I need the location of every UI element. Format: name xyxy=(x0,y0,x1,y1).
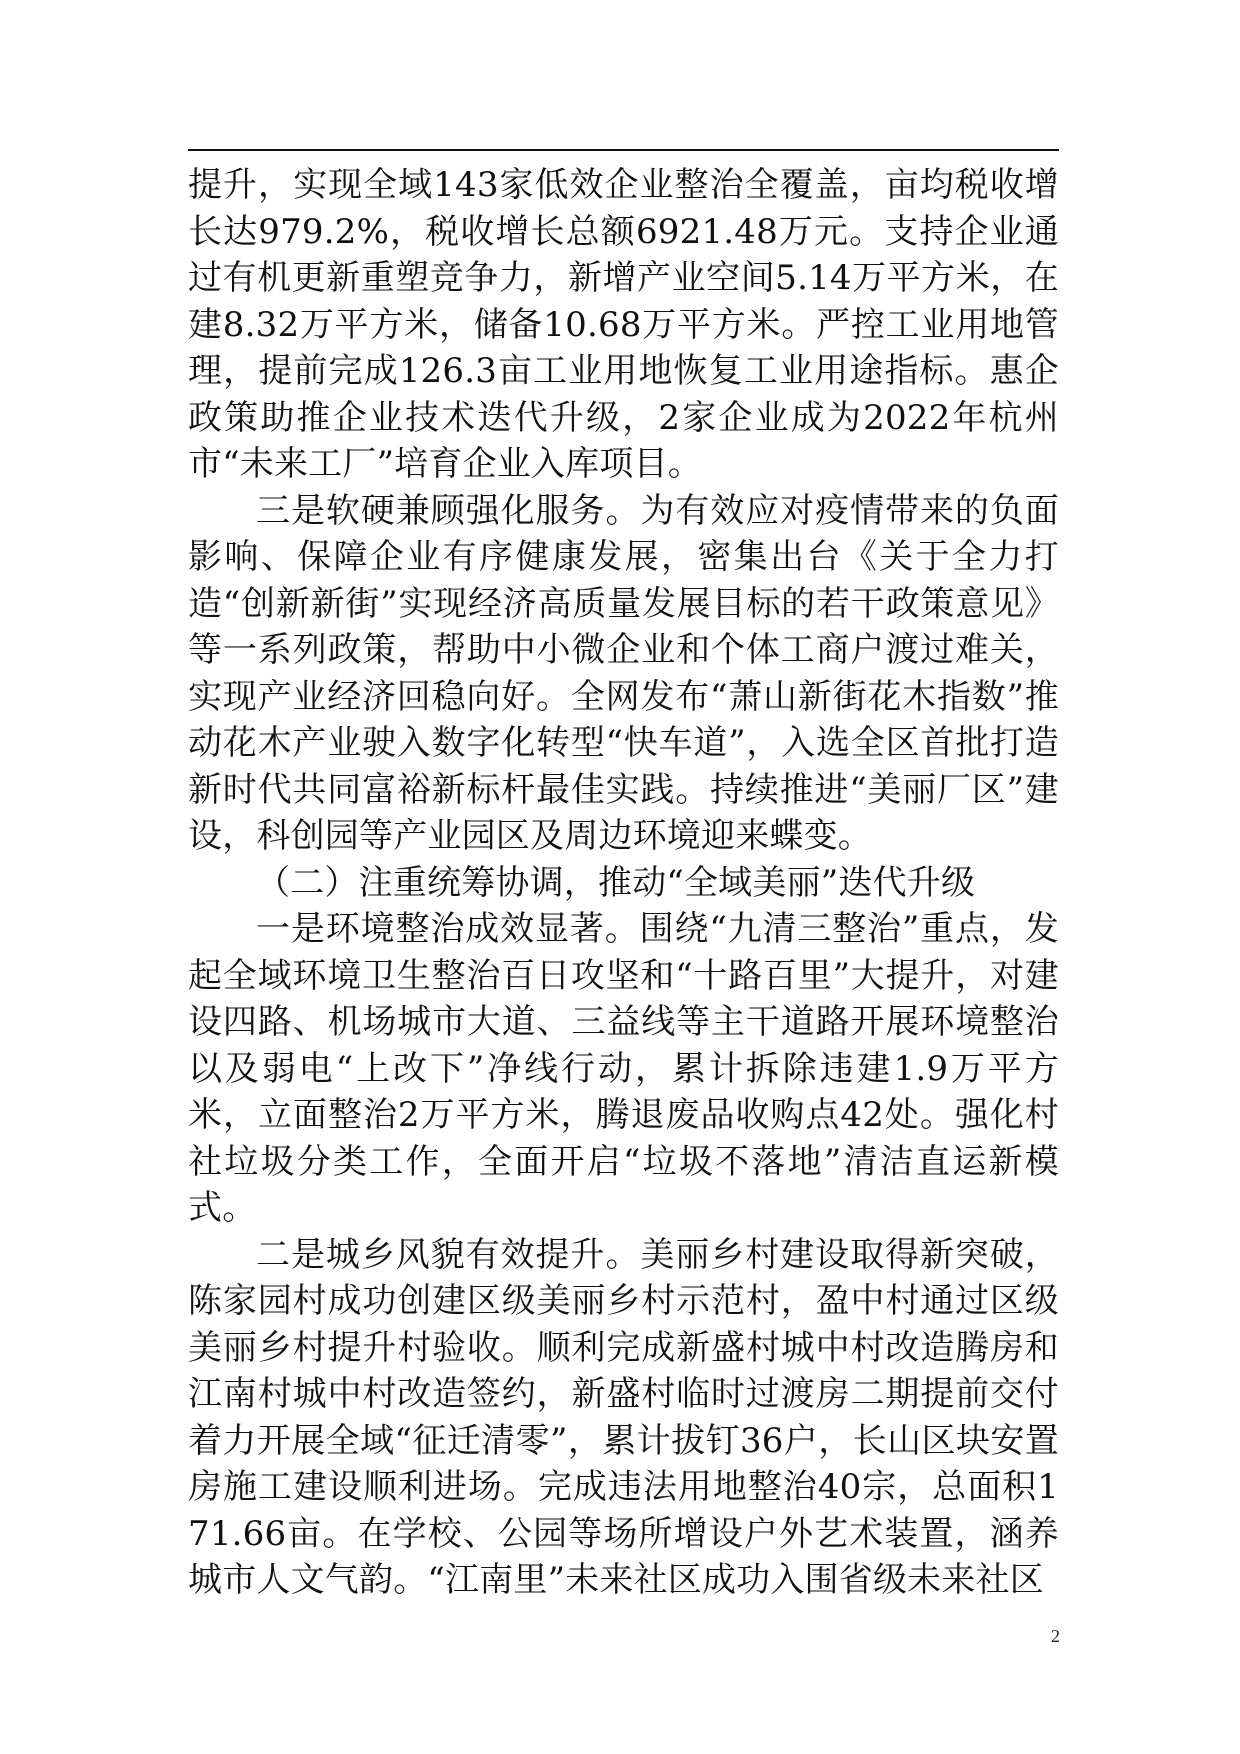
paragraph-1: 提升，实现全域143家低效企业整治全覆盖，亩均税收增长达979.2%，税收增长总额6921.48万元。支持企业通过有机更新重塑竞争力，新增产业空间5.14万平方米，在建8.32万平方米，储备10.68万平方米。严控工业用地管理，提前完成126.3亩工业用地恢复工业用途指标。惠企政策助推企业技术迭代升级，2家企业成为2022年杭州市“未来工厂”培育企业入库项目。 xyxy=(188,165,1059,484)
section-heading: （二）注重统筹协调，推动“全域美丽”迭代升级 xyxy=(256,862,976,903)
paragraph-4: 二是城乡风貌有效提升。美丽乡村建设取得新突破，陈家园村成功创建区级美丽乡村示范村，盈中村通过区级美丽乡村提升村验收。顺利完成新盛村城中村改造腾房和江南村城中村改造签约，新盛村临时过渡房二期提前交付着力开展全域“征迁清零”，累计拔钉36户，长山区块安置房施工建设顺利进场。完成违法用地整治40宗，总面积171.66亩。在学校、公园等场所增设户外艺术装置，涵养城市人文气韵。“江南里”未来社区成功入围省级未来社区 xyxy=(188,1234,1059,1600)
page-number: 2 xyxy=(1051,1626,1060,1646)
header-rule xyxy=(188,149,1059,151)
body-text xyxy=(188,162,1059,1604)
paragraph-2: 三是软硬兼顾强化服务。为有效应对疫情带来的负面影响、保障企业有序健康发展，密集出台《关于全力打造“创新新街”实现经济高质量发展目标的若干政策意见》等一系列政策，帮助中小微企业和个体工商户渡过难关，实现产业经济回稳向好。全网发布“萧山新街花木指数”推动花木产业驶入数字化转型“快车道”，入选全区首批打造新时代共同富裕新标杆最佳实践。持续推进“美丽厂区”建设，科创园等产业园区及周边环境迎来蝶变。 xyxy=(188,490,1059,856)
paragraph-3: 一是环境整治成效显著。围绕“九清三整治”重点，发起全域环境卫生整治百日攻坚和“十路百里”大提升，对建设四路、机场城市大道、三益线等主干道路开展环境整治以及弱电“上改下”净线行动，累计拆除违建1.9万平方米，立面整治2万平方米，腾退废品收购点42处。强化村社垃圾分类工作，全面开启“垃圾不落地”清洁直运新模式。 xyxy=(188,909,1059,1228)
